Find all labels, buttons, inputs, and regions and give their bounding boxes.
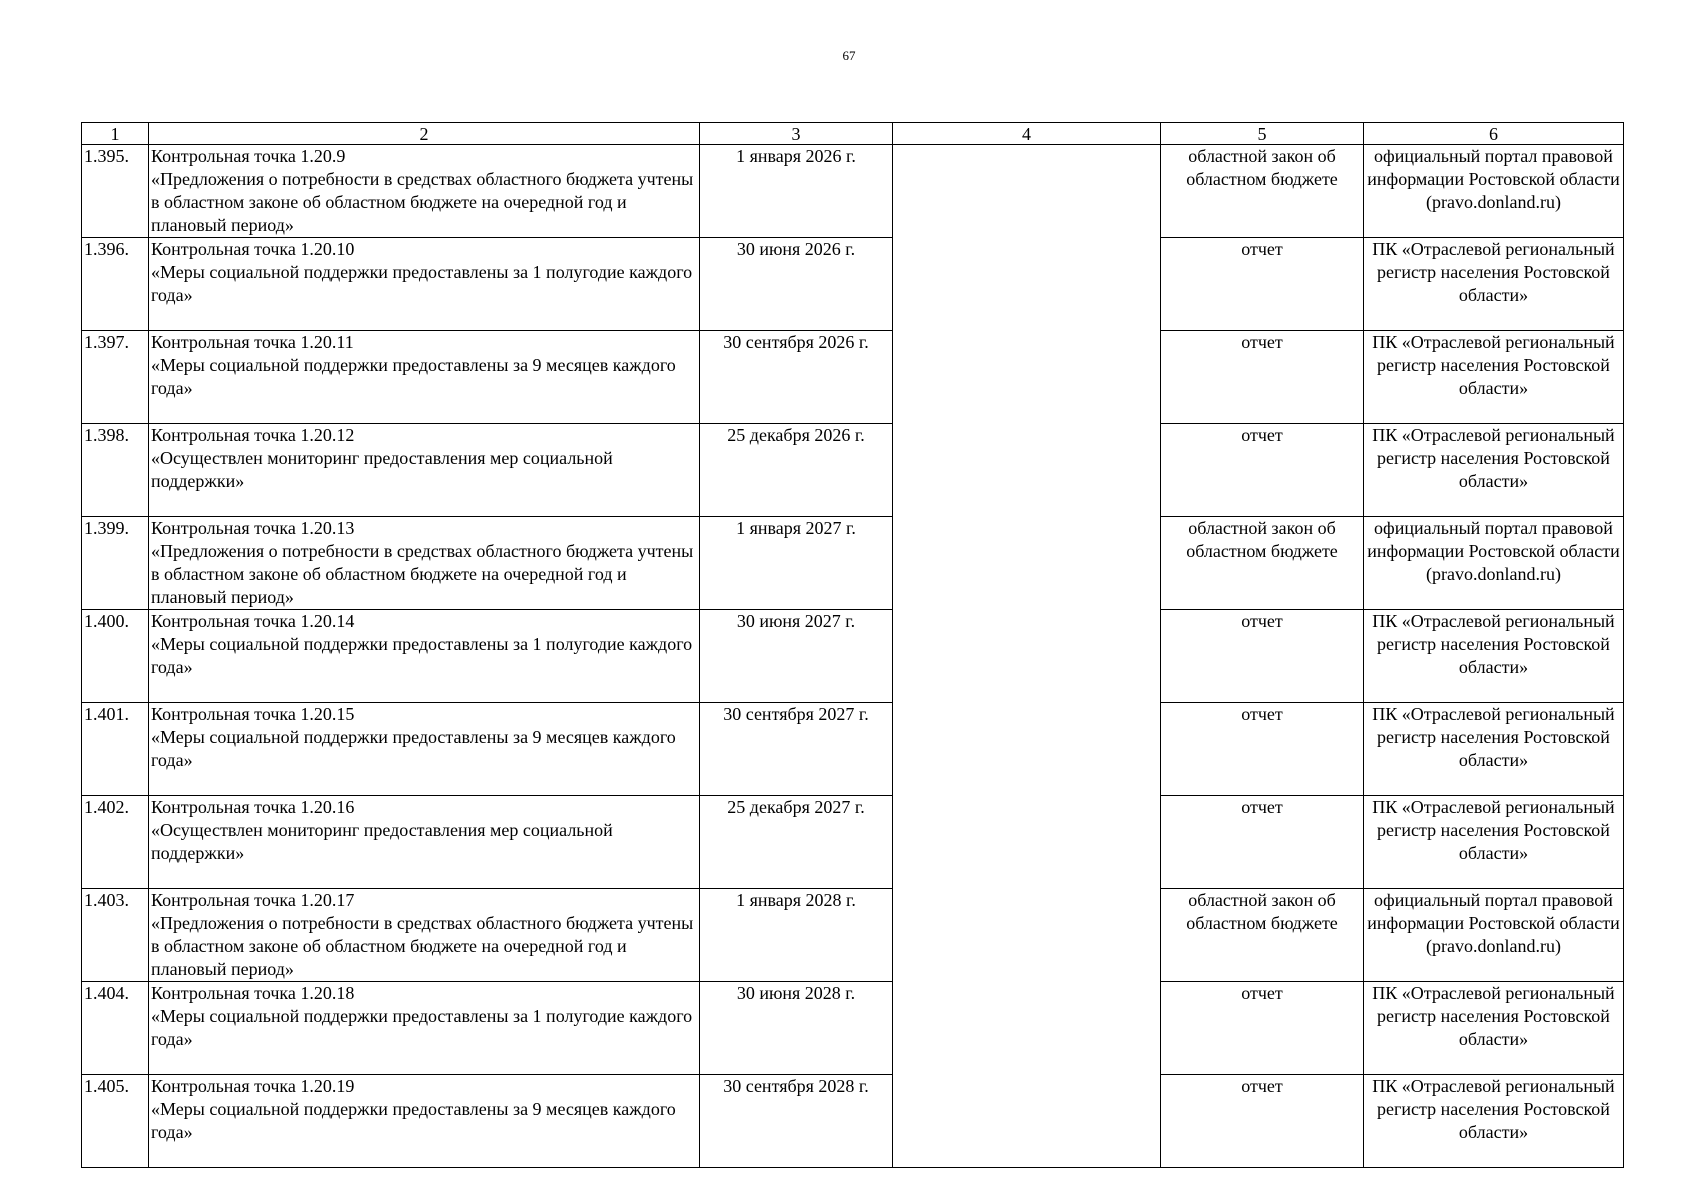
row-source-cell (1364, 1075, 1624, 1168)
document-type: отчет (1241, 704, 1283, 724)
row-number: 1.405. (84, 1076, 129, 1096)
control-point-title: Контрольная точка 1.20.9 (151, 146, 346, 166)
document-type: областной закон об областном бюджете (1186, 518, 1338, 561)
row-source-cell (1364, 517, 1624, 610)
due-date: 1 января 2027 г. (736, 518, 856, 538)
row-number-cell (82, 889, 149, 982)
table-row (82, 145, 1624, 238)
control-point-title: Контрольная точка 1.20.16 (151, 797, 355, 817)
row-source-cell (1364, 331, 1624, 424)
row-date-cell (700, 238, 893, 331)
page-number: 67 (842, 48, 856, 63)
document-type: областной закон об областном бюджете (1186, 890, 1338, 933)
row-name-cell (149, 424, 700, 517)
row-name-cell (149, 238, 700, 331)
due-date: 1 января 2026 г. (736, 146, 856, 166)
row-number-cell (82, 796, 149, 889)
information-source: ПК «Отраслевой региональный регистр населения Ростовской области» (1372, 797, 1615, 863)
row-number: 1.403. (84, 890, 129, 910)
row-date-cell (700, 982, 893, 1075)
control-point-title: Контрольная точка 1.20.19 (151, 1076, 355, 1096)
schedule-table (81, 122, 1624, 1168)
information-source: официальный портал правовой информации Ростовской области (pravo.donland.ru) (1367, 890, 1620, 956)
table-row (82, 238, 1624, 331)
control-point-description: «Предложения о потребности в средствах областного бюджета учтены в областном законе об областном бюджете на очередной год и плановый период» (151, 913, 694, 979)
row-document-cell (1161, 145, 1364, 238)
document-type: отчет (1241, 332, 1283, 352)
row-name-cell (149, 145, 700, 238)
control-point-title: Контрольная точка 1.20.14 (151, 611, 355, 631)
document-type: отчет (1241, 797, 1283, 817)
table-row (82, 424, 1624, 517)
document-type: отчет (1241, 611, 1283, 631)
information-source: официальный портал правовой информации Ростовской области (pravo.donland.ru) (1367, 146, 1620, 212)
document-type: отчет (1241, 425, 1283, 445)
control-point-description: «Меры социальной поддержки предоставлены за 9 месяцев каждого года» (151, 355, 676, 398)
information-source: ПК «Отраслевой региональный регистр населения Ростовской области» (1372, 704, 1615, 770)
row-document-cell (1161, 889, 1364, 982)
header-cell-1: 1 (82, 123, 149, 145)
control-point-title: Контрольная точка 1.20.10 (151, 239, 355, 259)
row-document-cell (1161, 238, 1364, 331)
document-type: отчет (1241, 239, 1283, 259)
row-number-cell (82, 703, 149, 796)
row-date-cell (700, 145, 893, 238)
row-document-cell (1161, 703, 1364, 796)
row-date-cell (700, 610, 893, 703)
row-document-cell (1161, 517, 1364, 610)
control-point-description: «Меры социальной поддержки предоставлены за 1 полугодие каждого года» (151, 262, 693, 305)
header-cell-5: 5 (1161, 123, 1364, 145)
row-source-cell (1364, 145, 1624, 238)
row-name-cell (149, 331, 700, 424)
due-date: 30 июня 2027 г. (736, 611, 856, 631)
row-number-cell (82, 610, 149, 703)
due-date: 25 декабря 2026 г. (727, 425, 865, 445)
row-name-cell (149, 610, 700, 703)
row-source-cell (1364, 796, 1624, 889)
due-date: 30 июня 2028 г. (736, 983, 856, 1003)
document-type: отчет (1241, 1076, 1283, 1096)
control-point-description: «Меры социальной поддержки предоставлены за 1 полугодие каждого года» (151, 634, 693, 677)
row-number: 1.402. (84, 797, 129, 817)
row-name-cell (149, 889, 700, 982)
row-name-cell (149, 703, 700, 796)
row-number: 1.395. (84, 146, 129, 166)
due-date: 1 января 2028 г. (736, 890, 856, 910)
row-document-cell (1161, 331, 1364, 424)
row-number: 1.398. (84, 425, 129, 445)
row-number-cell (82, 238, 149, 331)
due-date: 30 сентября 2028 г. (723, 1076, 869, 1096)
row-number-cell (82, 1075, 149, 1168)
row-number: 1.397. (84, 332, 129, 352)
row-date-cell (700, 1075, 893, 1168)
control-point-title: Контрольная точка 1.20.15 (151, 704, 355, 724)
row-number: 1.396. (84, 239, 129, 259)
table-row (82, 331, 1624, 424)
row-number: 1.404. (84, 983, 129, 1003)
row-source-cell (1364, 982, 1624, 1075)
row-number-cell (82, 982, 149, 1075)
header-cell-4: 4 (893, 123, 1161, 145)
information-source: ПК «Отраслевой региональный регистр населения Ростовской области» (1372, 1076, 1615, 1142)
control-point-description: «Предложения о потребности в средствах областного бюджета учтены в областном законе об областном бюджете на очередной год и плановый период» (151, 169, 694, 235)
document-type: отчет (1241, 983, 1283, 1003)
row-source-cell (1364, 610, 1624, 703)
row-document-cell (1161, 424, 1364, 517)
row-source-cell (1364, 703, 1624, 796)
table-header-row (82, 123, 1624, 145)
header-cell-2: 2 (149, 123, 700, 145)
control-point-description: «Меры социальной поддержки предоставлены за 1 полугодие каждого года» (151, 1006, 693, 1049)
control-point-title: Контрольная точка 1.20.13 (151, 518, 355, 538)
header-cell-6: 6 (1364, 123, 1624, 145)
table-row (82, 517, 1624, 610)
row-number-cell (82, 424, 149, 517)
table-row (82, 703, 1624, 796)
row-date-cell (700, 331, 893, 424)
control-point-description: «Осуществлен мониторинг предоставления мер социальной поддержки» (151, 820, 613, 863)
information-source: ПК «Отраслевой региональный регистр населения Ростовской области» (1372, 611, 1615, 677)
due-date: 30 сентября 2026 г. (723, 332, 869, 352)
table-row (82, 796, 1624, 889)
information-source: официальный портал правовой информации Ростовской области (pravo.donland.ru) (1367, 518, 1620, 584)
table-row (82, 1075, 1624, 1168)
control-point-title: Контрольная точка 1.20.11 (151, 332, 354, 352)
row-date-cell (700, 703, 893, 796)
row-number: 1.399. (84, 518, 129, 538)
information-source: ПК «Отраслевой региональный регистр населения Ростовской области» (1372, 983, 1615, 1049)
information-source: ПК «Отраслевой региональный регистр населения Ростовской области» (1372, 239, 1615, 305)
due-date: 25 декабря 2027 г. (727, 797, 865, 817)
row-number: 1.401. (84, 704, 129, 724)
row-name-cell (149, 517, 700, 610)
row-document-cell (1161, 982, 1364, 1075)
due-date: 30 сентября 2027 г. (723, 704, 869, 724)
row-source-cell (1364, 238, 1624, 331)
row-number: 1.400. (84, 611, 129, 631)
row-source-cell (1364, 889, 1624, 982)
control-point-description: «Предложения о потребности в средствах областного бюджета учтены в областном законе об областном бюджете на очередной год и плановый период» (151, 541, 694, 607)
table-row (82, 982, 1624, 1075)
row-number-cell (82, 517, 149, 610)
row-date-cell (700, 796, 893, 889)
row-name-cell (149, 982, 700, 1075)
row-date-cell (700, 517, 893, 610)
column-4-merged-cell (893, 145, 1161, 1168)
control-point-description: «Осуществлен мониторинг предоставления мер социальной поддержки» (151, 448, 613, 491)
row-date-cell (700, 424, 893, 517)
row-source-cell (1364, 424, 1624, 517)
table-row (82, 889, 1624, 982)
row-name-cell (149, 1075, 700, 1168)
information-source: ПК «Отраслевой региональный регистр населения Ростовской области» (1372, 425, 1615, 491)
header-cell-3: 3 (700, 123, 893, 145)
control-point-title: Контрольная точка 1.20.17 (151, 890, 355, 910)
row-number-cell (82, 331, 149, 424)
row-date-cell (700, 889, 893, 982)
row-document-cell (1161, 1075, 1364, 1168)
row-document-cell (1161, 796, 1364, 889)
control-point-title: Контрольная точка 1.20.12 (151, 425, 355, 445)
control-point-description: «Меры социальной поддержки предоставлены за 9 месяцев каждого года» (151, 1099, 676, 1142)
information-source: ПК «Отраслевой региональный регистр населения Ростовской области» (1372, 332, 1615, 398)
row-number-cell (82, 145, 149, 238)
document-type: областной закон об областном бюджете (1186, 146, 1338, 189)
table-row (82, 610, 1624, 703)
due-date: 30 июня 2026 г. (736, 239, 856, 259)
row-name-cell (149, 796, 700, 889)
control-point-description: «Меры социальной поддержки предоставлены за 9 месяцев каждого года» (151, 727, 676, 770)
control-point-title: Контрольная точка 1.20.18 (151, 983, 355, 1003)
row-document-cell (1161, 610, 1364, 703)
